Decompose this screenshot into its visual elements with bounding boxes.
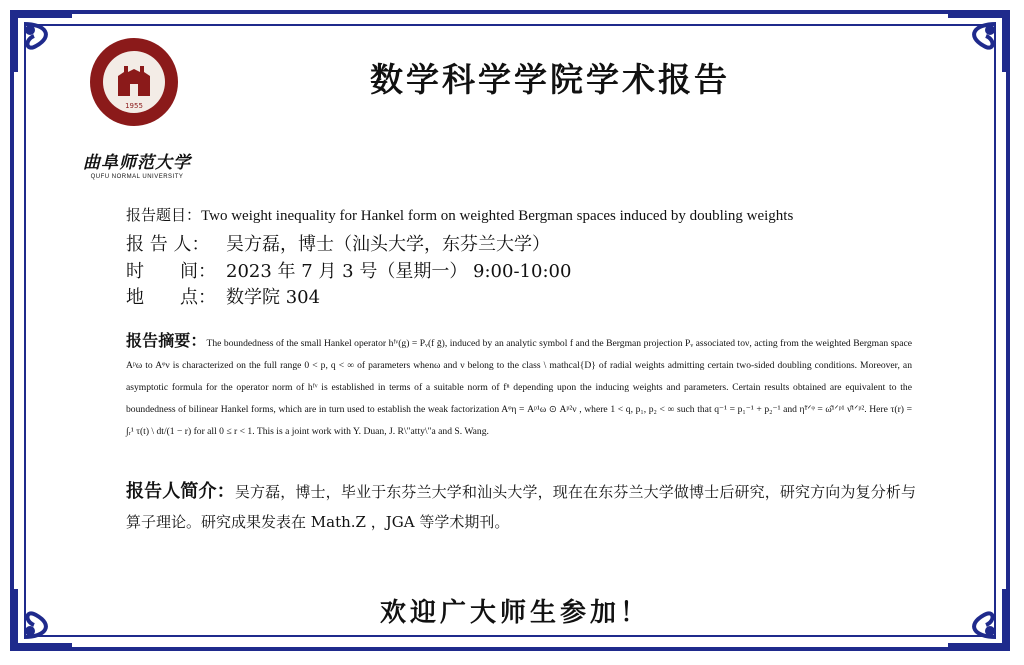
bio-label: 报告人简介： xyxy=(126,481,235,502)
time-label: 时 间： xyxy=(126,261,216,282)
corner-ornament-icon xyxy=(6,6,76,76)
place-value: 数学院 304 xyxy=(226,287,321,308)
page-title: 数学科学学院学术报告 xyxy=(370,60,730,99)
logo-year: 1955 xyxy=(125,102,143,110)
abstract-text: The boundedness of the small Hankel operator hᶠᵛ(g) = Pᵥ(f ḡ), induced by an analytic symbol f and the Bergman projection Pᵥ associated toν, acting from the weighted Bergman space Aᵖω to Aᵠν is characterized on the full range 0 < p, q < ∞ of parameters whenω and ν belong to the class \ mathcal{D} of radial weights admitting certain two-sided doubling conditions. Moreover, an asymptotic formula for the operator norm of hᶠᵛ is established in terms of a suitable norm of fⁿ depending upon the inducing weights and parameters. Certain results obtained are equivalent to the boundedness of bilinear Hankel forms, which are in turn used to establish the weak factorization Aᵠη = Aᵖ¹ω ⊙ Aᵖ²ν , where 1 < q, p₁, p₂ < ∞ such that q⁻¹ = p₁⁻¹ + p₂⁻¹ and η̃¹ᐟᵠ = ω̂¹ᐟᵖ¹ ν̂¹ᐟᵖ². Here τ(r) = ∫ᵣ¹ τ(t) \ dt/(1 − r) for all 0 ≤ r < 1. This is a joint work with Y. Duan, J. R\"atty\"a and S. Wang. xyxy=(126,338,912,437)
talk-title-label: 报告题目： xyxy=(126,206,202,224)
place-row xyxy=(126,283,320,309)
corner-ornament-icon xyxy=(944,585,1014,655)
abstract-label: 报告摘要： xyxy=(126,331,207,350)
time-value: 2023 年 7 月 3 号（星期一） 9:00-10:00 xyxy=(226,261,572,282)
speaker-value: 吴方磊，博士（汕头大学，东芬兰大学） xyxy=(226,234,550,255)
speaker-row xyxy=(126,230,550,256)
corner-ornament-icon xyxy=(944,6,1014,76)
speaker-bio-section xyxy=(126,477,916,537)
abstract-section xyxy=(126,330,912,443)
corner-ornament-icon xyxy=(6,585,76,655)
university-name-en: QUFU NORMAL UNIVERSITY xyxy=(90,174,184,180)
speaker-label: 报 告 人： xyxy=(126,234,210,255)
talk-title-value: Two weight inequality for Hankel form on weighted Bergman spaces induced by doubling weights xyxy=(201,208,794,224)
place-label: 地 点： xyxy=(126,287,216,308)
university-seal-icon xyxy=(88,36,180,128)
welcome-banner: 欢迎广大师生参加！ xyxy=(379,598,650,628)
talk-title-row xyxy=(126,204,793,225)
time-row xyxy=(126,257,571,283)
bio-text: 吴方磊，博士，毕业于东芬兰大学和汕头大学，现在在东芬兰大学做博士后研究，研究方向为复分析与算子理论。研究成果发表在 Math.Z ，JGA 等学术期刊。 xyxy=(126,483,916,531)
university-name-cn: 曲阜师范大学 xyxy=(83,153,191,173)
